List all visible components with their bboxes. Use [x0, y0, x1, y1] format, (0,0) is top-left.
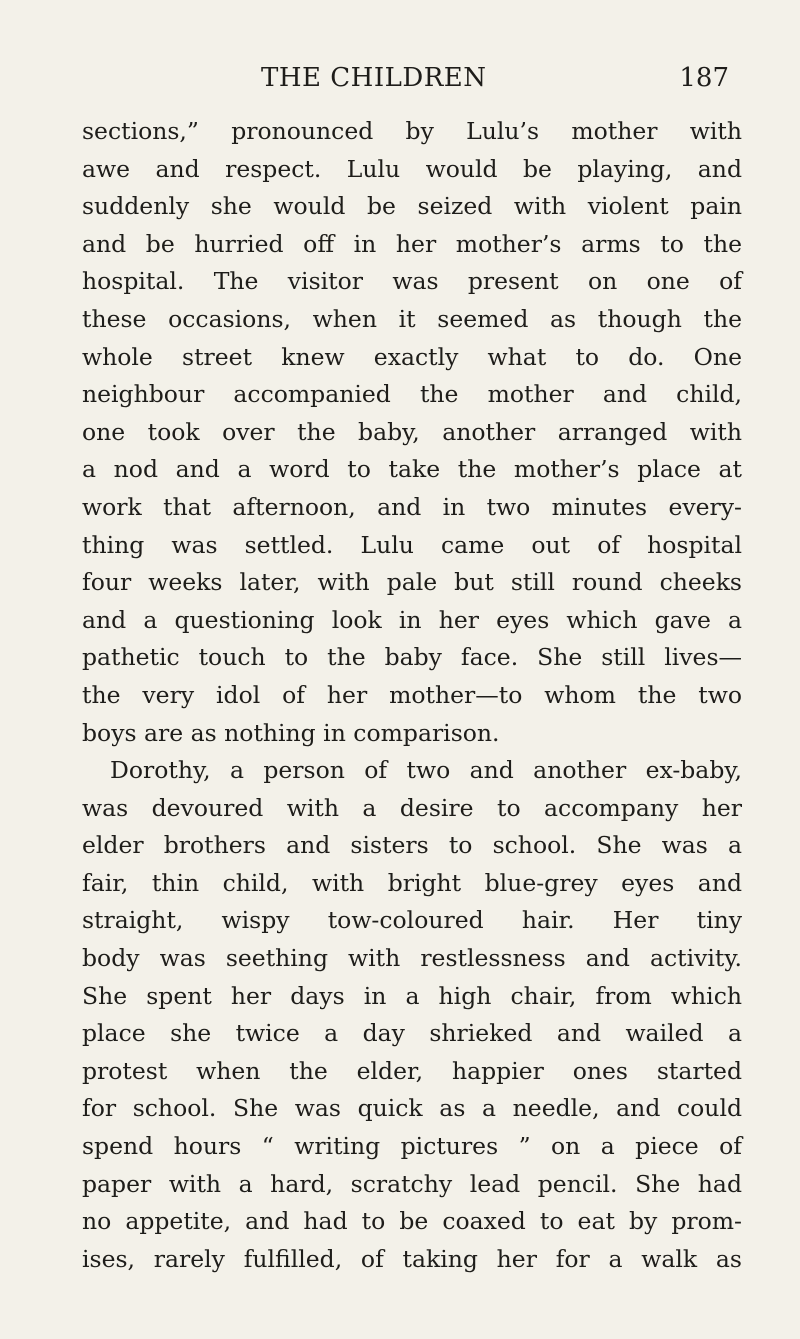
- text-line: protest when the elder, happier ones started: [82, 1056, 742, 1085]
- text-line: neighbour accompanied the mother and child,: [82, 380, 742, 409]
- paragraph-end-line: boys are as nothing in comparison.: [82, 718, 500, 747]
- text-line: thing was settled. Lulu came out of hospital: [82, 530, 742, 559]
- text-line: one took over the baby, another arranged with: [82, 417, 742, 446]
- text-line: sections,” pronounced by Lulu’s mother with: [82, 117, 742, 145]
- text-line: hospital. The visitor was present on one of: [82, 267, 742, 296]
- text-line: awe and respect. Lulu would be playing, and: [82, 154, 742, 183]
- running-title: THE CHILDREN: [261, 63, 487, 93]
- text-line: no appetite, and had to be coaxed to eat by prom-: [82, 1207, 742, 1236]
- text-line: suddenly she would be seized with violent pain: [82, 192, 742, 221]
- text-line: and be hurried off in her mother’s arms to the: [82, 229, 742, 258]
- text-line: elder brothers and sisters to school. She was a: [82, 831, 742, 860]
- text-line: She spent her days in a high chair, from which: [82, 981, 742, 1010]
- page-number: 187: [679, 63, 729, 93]
- text-line: and a questioning look in her eyes which gave a: [82, 605, 742, 634]
- text-line: whole street knew exactly what to do. One: [82, 342, 742, 371]
- text-line: four weeks later, with pale but still round cheeks: [82, 568, 742, 597]
- paragraph-start-line: Dorothy, a person of two and another ex-baby,: [110, 756, 742, 785]
- text-line: spend hours “ writing pictures ” on a piece of: [82, 1132, 742, 1161]
- text-line: place she twice a day shrieked and wailed a: [82, 1019, 742, 1048]
- text-line: fair, thin child, with bright blue-grey eyes and: [82, 868, 742, 897]
- running-head: [261, 58, 729, 98]
- text-line: body was seething with restlessness and activity.: [82, 944, 742, 973]
- text-line: for school. She was quick as a needle, and could: [82, 1094, 742, 1123]
- text-line: work that afternoon, and in two minutes every-: [82, 492, 742, 521]
- text-line: paper with a hard, scratchy lead pencil. She had: [82, 1169, 742, 1198]
- text-line: ises, rarely fulfilled, of taking her for a walk as: [82, 1244, 742, 1273]
- text-line: the very idol of her mother—to whom the two: [82, 680, 742, 709]
- text-line: these occasions, when it seemed as though the: [82, 304, 742, 333]
- text-line: pathetic touch to the baby face. She still lives—: [82, 643, 742, 672]
- text-line: was devoured with a desire to accompany her: [82, 793, 742, 822]
- text-line: a nod and a word to take the mother’s place at: [82, 455, 742, 484]
- body-text: [82, 113, 742, 1278]
- text-line: straight, wispy tow-coloured hair. Her tiny: [82, 906, 742, 935]
